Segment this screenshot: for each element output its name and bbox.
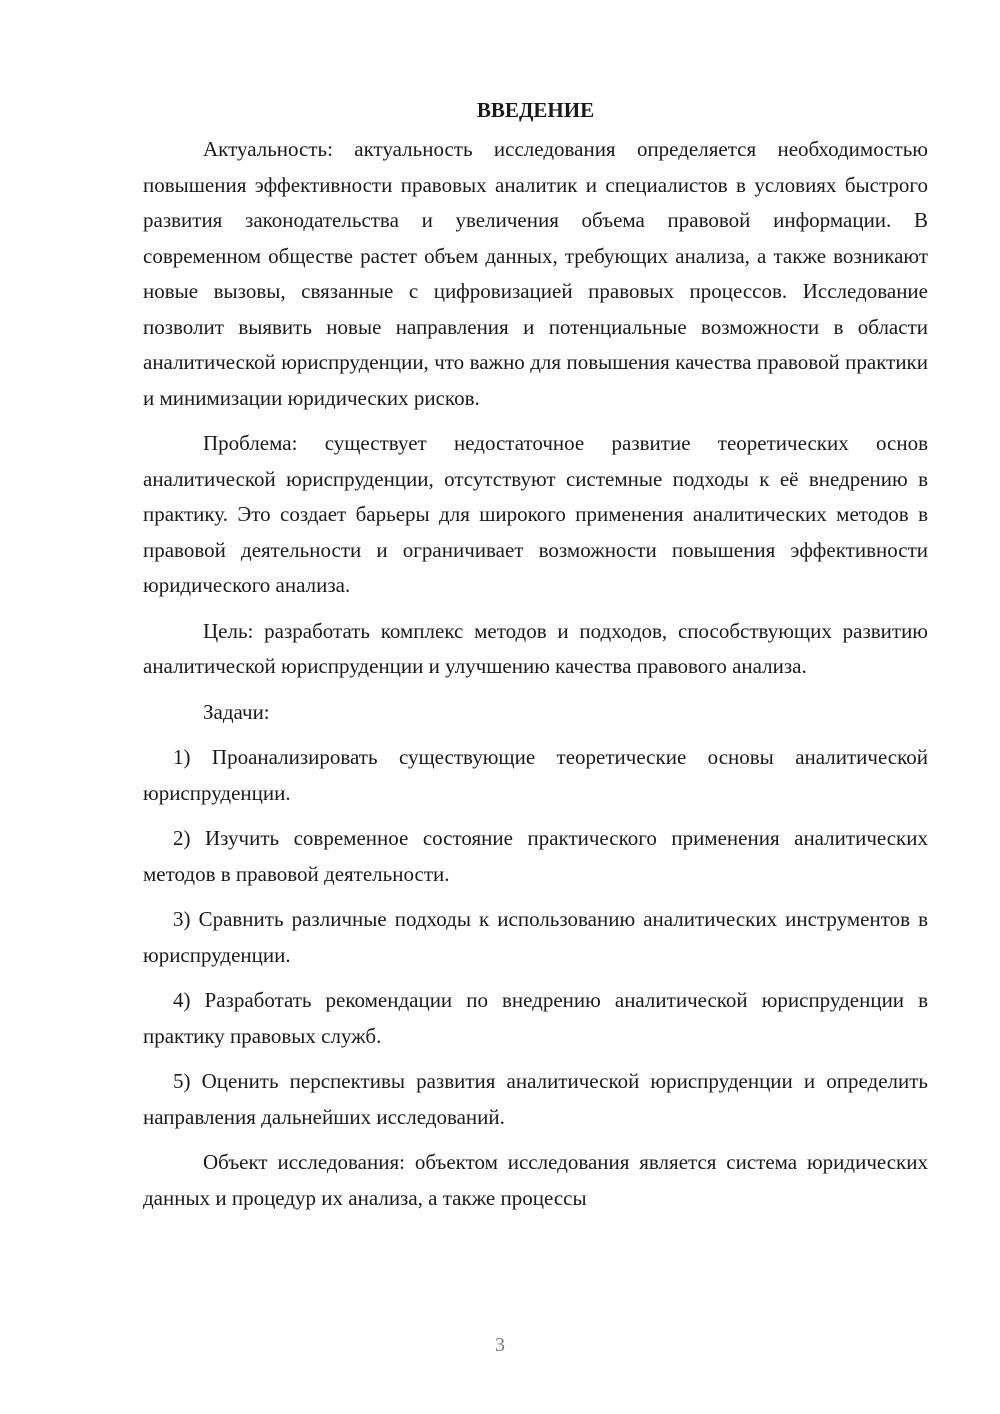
section-title: ВВЕДЕНИЕ (476, 98, 595, 122)
page-content (143, 92, 928, 1216)
problem-paragraph: Проблема: существует недостаточное развитие теоретических основ аналитической юриспруденции, отсутствуют системные подходы к её внедрению в практику. Это создает барьеры для широкого применения аналитических методов в правовой деятельности и ограничивает возможности повышения эффективности юридического анализа. (143, 431, 928, 597)
page-number: 3 (495, 1334, 505, 1356)
task-item-1: 1) Проанализировать существующие теоретические основы аналитической юриспруденции. (143, 745, 928, 805)
task-item-5: 5) Оценить перспективы развития аналитической юриспруденции и определить направления дальнейших исследований. (143, 1069, 928, 1129)
task-item-4: 4) Разработать рекомендации по внедрению аналитической юриспруденции в практику правовых служб. (143, 988, 928, 1048)
tasks-heading: Задачи: (203, 699, 270, 724)
object-paragraph: Объект исследования: объектом исследования является система юридических данных и процедур их анализа, а также процессы (143, 1150, 928, 1210)
task-item-2: 2) Изучить современное состояние практического применения аналитических методов в правовой деятельности. (143, 826, 928, 886)
goal-paragraph: Цель: разработать комплекс методов и подходов, способствующих развитию аналитической юриспруденции и улучшению качества правового анализа. (143, 618, 928, 678)
relevance-paragraph: Актуальность: актуальность исследования определяется необходимостью повышения эффективности правовых аналитик и специалистов в условиях быстрого развития законодательства и увеличения объема правовой информации. В современном обществе растет объем данных, требующих анализа, а также возникают новые вызовы, связанные с цифровизацией правовых процессов. Исследование позволит выявить новые направления и потенциальные возможности в области аналитической юриспруденции, что важно для повышения качества правовой практики и минимизации юридических рисков. (143, 137, 928, 410)
tasks-list (143, 740, 928, 1135)
task-item-3: 3) Сравнить различные подходы к использованию аналитических инструментов в юриспруденции. (143, 907, 928, 967)
